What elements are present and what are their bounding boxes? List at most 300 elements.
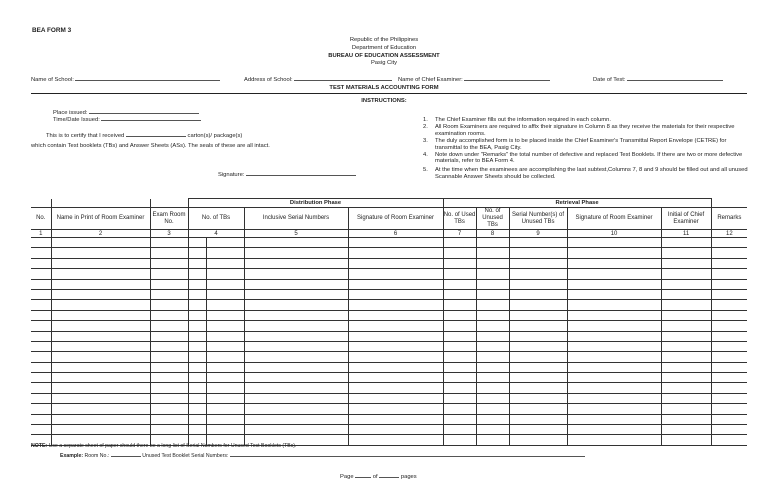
school-address-field[interactable] — [244, 77, 392, 83]
table-cell[interactable] — [31, 341, 51, 351]
column-header: Serial Number(s) of Unused TBs — [509, 208, 567, 230]
table-cell[interactable] — [348, 269, 443, 279]
table-cell[interactable] — [567, 238, 661, 248]
table-cell[interactable] — [188, 321, 206, 331]
table-cell[interactable] — [348, 289, 443, 299]
table-cell[interactable] — [244, 258, 348, 268]
table-cell[interactable] — [188, 414, 206, 424]
table-cell[interactable] — [567, 341, 661, 351]
table-cell[interactable] — [244, 362, 348, 372]
table-cell[interactable] — [476, 362, 509, 372]
table-cell[interactable] — [476, 414, 509, 424]
room-no-label: Room No.: — [84, 453, 110, 459]
column-number: 12 — [711, 230, 747, 238]
table-cell[interactable] — [348, 393, 443, 403]
table-cell[interactable] — [476, 269, 509, 279]
table-cell[interactable] — [348, 321, 443, 331]
table-cell[interactable] — [567, 321, 661, 331]
table-cell[interactable] — [51, 289, 150, 299]
table-cell[interactable] — [150, 331, 188, 341]
test-date-field[interactable] — [593, 77, 723, 83]
table-cell[interactable] — [244, 373, 348, 383]
table-cell[interactable] — [509, 362, 567, 372]
table-cell[interactable] — [661, 425, 711, 435]
table-cell[interactable] — [661, 289, 711, 299]
accounting-table — [31, 198, 747, 446]
table-cell[interactable] — [51, 321, 150, 331]
table-cell[interactable] — [443, 238, 476, 248]
table-cell[interactable] — [150, 248, 188, 258]
table-cell[interactable] — [206, 248, 244, 258]
table-cell[interactable] — [206, 341, 244, 351]
unused-serial-label: Unused Test Booklet Serial Numbers: — [142, 453, 229, 459]
table-cell[interactable] — [244, 238, 348, 248]
table-cell[interactable] — [31, 404, 51, 414]
example-label: Example: — [60, 453, 84, 459]
table-cell[interactable] — [711, 414, 747, 424]
table-row — [31, 331, 747, 341]
table-cell[interactable] — [509, 393, 567, 403]
table-cell[interactable] — [476, 425, 509, 435]
table-cell[interactable] — [443, 331, 476, 341]
table-cell[interactable] — [567, 269, 661, 279]
table-cell[interactable] — [31, 289, 51, 299]
table-cell[interactable] — [51, 393, 150, 403]
table-cell[interactable] — [661, 352, 711, 362]
table-cell[interactable] — [51, 279, 150, 289]
table-cell[interactable] — [51, 300, 150, 310]
certify-statement[interactable] — [46, 133, 242, 139]
table-cell[interactable] — [509, 435, 567, 445]
table-cell[interactable] — [206, 352, 244, 362]
table-cell[interactable] — [31, 269, 51, 279]
table-cell[interactable] — [711, 362, 747, 372]
table-cell[interactable] — [348, 404, 443, 414]
table-cell[interactable] — [711, 289, 747, 299]
table-cell[interactable] — [661, 300, 711, 310]
table-cell[interactable] — [244, 352, 348, 362]
table-cell[interactable] — [711, 248, 747, 258]
table-cell[interactable] — [348, 310, 443, 320]
table-cell[interactable] — [31, 321, 51, 331]
table-cell[interactable] — [244, 404, 348, 414]
table-cell[interactable] — [661, 331, 711, 341]
table-row — [31, 373, 747, 383]
table-cell[interactable] — [244, 414, 348, 424]
distribution-phase-header: Distribution Phase — [188, 199, 443, 208]
table-cell[interactable] — [711, 435, 747, 445]
table-cell[interactable] — [443, 279, 476, 289]
table-cell[interactable] — [31, 248, 51, 258]
table-cell[interactable] — [567, 331, 661, 341]
table-cell[interactable] — [661, 238, 711, 248]
table-cell[interactable] — [661, 414, 711, 424]
table-cell[interactable] — [711, 321, 747, 331]
table-cell[interactable] — [150, 383, 188, 393]
table-cell[interactable] — [206, 331, 244, 341]
table-cell[interactable] — [51, 362, 150, 372]
table-cell[interactable] — [51, 248, 150, 258]
table-cell[interactable] — [711, 258, 747, 268]
table-cell[interactable] — [661, 341, 711, 351]
time-date-issued-field[interactable] — [53, 117, 201, 123]
place-issued-label: Place issued: — [53, 110, 88, 116]
column-number: 4 — [188, 230, 244, 238]
table-cell[interactable] — [31, 331, 51, 341]
table-cell[interactable] — [509, 248, 567, 258]
column-header: No. of TBs — [188, 208, 244, 230]
table-cell[interactable] — [443, 248, 476, 258]
table-cell[interactable] — [31, 383, 51, 393]
table-cell[interactable] — [31, 373, 51, 383]
table-cell[interactable] — [206, 425, 244, 435]
instruction-item: 4. Note down under "Remarks" the total number of defective and replaced Test Booklets. If there are two or more defective materials, refer to BEA Form 4. — [423, 151, 743, 165]
table-cell[interactable] — [188, 373, 206, 383]
table-cell[interactable] — [711, 331, 747, 341]
table-cell[interactable] — [476, 321, 509, 331]
table-cell[interactable] — [476, 393, 509, 403]
table-cell[interactable] — [348, 238, 443, 248]
table-cell[interactable] — [476, 238, 509, 248]
table-cell[interactable] — [150, 393, 188, 403]
table-cell[interactable] — [188, 425, 206, 435]
table-cell[interactable] — [150, 258, 188, 268]
page-total-line — [379, 477, 399, 478]
table-cell[interactable] — [567, 362, 661, 372]
table-cell[interactable] — [244, 269, 348, 279]
table-cell[interactable] — [188, 341, 206, 351]
table-cell[interactable] — [51, 331, 150, 341]
agency-header — [284, 37, 484, 68]
table-cell[interactable] — [188, 331, 206, 341]
table-cell[interactable] — [567, 425, 661, 435]
table-cell[interactable] — [206, 269, 244, 279]
table-cell[interactable] — [188, 269, 206, 279]
table-cell[interactable] — [31, 393, 51, 403]
table-cell[interactable] — [567, 393, 661, 403]
table-cell[interactable] — [31, 425, 51, 435]
table-cell[interactable] — [711, 383, 747, 393]
table-cell[interactable] — [476, 279, 509, 289]
table-cell[interactable] — [443, 289, 476, 299]
table-cell[interactable] — [150, 321, 188, 331]
table-cell[interactable] — [509, 331, 567, 341]
column-header: Name in Print of Room Examiner — [51, 208, 150, 230]
instruction-item: 1. The Chief Examiner fills out the information required in each column. — [423, 117, 611, 123]
table-cell[interactable] — [348, 258, 443, 268]
table-cell[interactable] — [711, 404, 747, 414]
table-cell[interactable] — [509, 258, 567, 268]
table-cell[interactable] — [567, 310, 661, 320]
table-cell[interactable] — [476, 300, 509, 310]
example-line[interactable] — [60, 453, 585, 459]
table-cell[interactable] — [150, 289, 188, 299]
table-cell[interactable] — [206, 238, 244, 248]
table-cell[interactable] — [661, 279, 711, 289]
table-cell[interactable] — [348, 425, 443, 435]
table-cell[interactable] — [206, 373, 244, 383]
table-cell[interactable] — [509, 383, 567, 393]
table-cell[interactable] — [188, 289, 206, 299]
table-cell[interactable] — [348, 383, 443, 393]
table-cell[interactable] — [51, 383, 150, 393]
table-cell[interactable] — [443, 414, 476, 424]
school-name-field[interactable] — [31, 77, 220, 83]
chief-examiner-field[interactable] — [398, 77, 550, 83]
table-cell[interactable] — [206, 258, 244, 268]
table-cell[interactable] — [206, 414, 244, 424]
table-cell[interactable] — [443, 425, 476, 435]
place-issued-field[interactable] — [53, 110, 199, 116]
table-row — [31, 352, 747, 362]
table-cell[interactable] — [661, 393, 711, 403]
table-row — [31, 269, 747, 279]
table-cell[interactable] — [443, 373, 476, 383]
table-cell[interactable] — [150, 414, 188, 424]
school-name-label: Name of School: — [31, 77, 74, 83]
table-cell[interactable] — [188, 248, 206, 258]
table-cell[interactable] — [509, 279, 567, 289]
table-cell[interactable] — [51, 425, 150, 435]
table-cell[interactable] — [348, 279, 443, 289]
table-cell[interactable] — [206, 310, 244, 320]
table-cell[interactable] — [188, 279, 206, 289]
column-number: 6 — [348, 230, 443, 238]
table-cell[interactable] — [150, 404, 188, 414]
table-cell[interactable] — [188, 352, 206, 362]
table-cell[interactable] — [51, 269, 150, 279]
table-row — [31, 414, 747, 424]
table-cell[interactable] — [31, 279, 51, 289]
table-cell[interactable] — [509, 310, 567, 320]
table-cell[interactable] — [476, 248, 509, 258]
table-cell[interactable] — [150, 279, 188, 289]
table-cell[interactable] — [348, 373, 443, 383]
column-header: Exam Room No. — [150, 208, 188, 230]
table-cell[interactable] — [476, 310, 509, 320]
table-cell[interactable] — [150, 341, 188, 351]
table-cell[interactable] — [244, 300, 348, 310]
table-cell[interactable] — [567, 404, 661, 414]
table-cell[interactable] — [476, 404, 509, 414]
table-cell[interactable] — [443, 269, 476, 279]
table-cell[interactable] — [443, 310, 476, 320]
table-cell[interactable] — [51, 238, 150, 248]
table-cell[interactable] — [476, 373, 509, 383]
table-cell[interactable] — [244, 248, 348, 258]
table-cell[interactable] — [443, 404, 476, 414]
table-cell[interactable] — [244, 383, 348, 393]
table-cell[interactable] — [661, 383, 711, 393]
table-cell[interactable] — [348, 352, 443, 362]
table-cell[interactable] — [244, 279, 348, 289]
retrieval-phase-header: Retrieval Phase — [443, 199, 711, 208]
table-cell[interactable] — [31, 362, 51, 372]
table-cell[interactable] — [661, 321, 711, 331]
table-cell[interactable] — [51, 310, 150, 320]
column-header: Signature of Room Examiner — [567, 208, 661, 230]
table-cell[interactable] — [711, 238, 747, 248]
table-cell[interactable] — [567, 414, 661, 424]
table-cell[interactable] — [661, 435, 711, 445]
table-cell[interactable] — [509, 269, 567, 279]
table-cell[interactable] — [188, 238, 206, 248]
table-cell[interactable] — [661, 373, 711, 383]
table-cell[interactable] — [711, 300, 747, 310]
table-cell[interactable] — [476, 331, 509, 341]
table-cell[interactable] — [31, 310, 51, 320]
table-cell[interactable] — [206, 300, 244, 310]
table-cell[interactable] — [509, 373, 567, 383]
table-cell[interactable] — [509, 404, 567, 414]
page-footer[interactable] — [340, 474, 417, 480]
header-line-3: BUREAU OF EDUCATION ASSESSMENT — [328, 52, 440, 59]
table-cell[interactable] — [443, 352, 476, 362]
table-cell[interactable] — [567, 279, 661, 289]
table-cell[interactable] — [31, 238, 51, 248]
table-cell[interactable] — [443, 300, 476, 310]
table-cell[interactable] — [244, 310, 348, 320]
table-cell[interactable] — [188, 404, 206, 414]
table-cell[interactable] — [509, 414, 567, 424]
table-cell[interactable] — [348, 300, 443, 310]
table-cell[interactable] — [206, 393, 244, 403]
table-cell[interactable] — [567, 383, 661, 393]
table-cell[interactable] — [661, 362, 711, 372]
table-cell[interactable] — [244, 331, 348, 341]
table-cell[interactable] — [150, 310, 188, 320]
table-cell[interactable] — [31, 414, 51, 424]
table-cell[interactable] — [188, 383, 206, 393]
table-cell[interactable] — [711, 310, 747, 320]
table-cell[interactable] — [348, 248, 443, 258]
column-number: 7 — [443, 230, 476, 238]
table-cell[interactable] — [509, 341, 567, 351]
table-cell[interactable] — [150, 352, 188, 362]
table-cell[interactable] — [188, 310, 206, 320]
column-number: 1 — [31, 230, 51, 238]
table-cell[interactable] — [348, 331, 443, 341]
table-cell[interactable] — [31, 300, 51, 310]
table-cell[interactable] — [567, 289, 661, 299]
table-cell[interactable] — [476, 383, 509, 393]
school-address-label: Address of School: — [244, 77, 293, 83]
table-cell[interactable] — [188, 258, 206, 268]
note-line — [31, 443, 296, 449]
table-cell[interactable] — [476, 289, 509, 299]
table-cell[interactable] — [711, 279, 747, 289]
table-row — [31, 300, 747, 310]
table-cell[interactable] — [661, 310, 711, 320]
table-cell[interactable] — [567, 352, 661, 362]
time-date-issued-label: Time/Date Issued: — [53, 117, 100, 123]
table-cell[interactable] — [711, 341, 747, 351]
table-cell[interactable] — [509, 321, 567, 331]
table-cell[interactable] — [476, 258, 509, 268]
test-date-label: Date of Test: — [593, 77, 626, 83]
signature-field[interactable] — [218, 172, 356, 178]
table-cell[interactable] — [206, 279, 244, 289]
table-cell[interactable] — [661, 248, 711, 258]
table-cell[interactable] — [567, 248, 661, 258]
table-cell[interactable] — [51, 258, 150, 268]
table-cell[interactable] — [206, 321, 244, 331]
table-cell[interactable] — [711, 393, 747, 403]
table-cell[interactable] — [509, 352, 567, 362]
table-cell[interactable] — [150, 238, 188, 248]
table-cell[interactable] — [206, 289, 244, 299]
table-cell[interactable] — [661, 269, 711, 279]
table-cell[interactable] — [661, 258, 711, 268]
table-row — [31, 362, 747, 372]
table-cell[interactable] — [443, 362, 476, 372]
table-cell[interactable] — [150, 425, 188, 435]
table-cell[interactable] — [31, 352, 51, 362]
table-cell[interactable] — [567, 435, 661, 445]
table-cell[interactable] — [348, 435, 443, 445]
table-cell[interactable] — [51, 404, 150, 414]
table-cell[interactable] — [188, 393, 206, 403]
table-cell[interactable] — [567, 373, 661, 383]
table-cell[interactable] — [509, 289, 567, 299]
table-cell[interactable] — [509, 238, 567, 248]
table-cell[interactable] — [509, 425, 567, 435]
table-cell[interactable] — [443, 341, 476, 351]
table-cell[interactable] — [31, 258, 51, 268]
table-cell[interactable] — [661, 404, 711, 414]
table-cell[interactable] — [51, 352, 150, 362]
table-cell[interactable] — [51, 373, 150, 383]
table-cell[interactable] — [244, 393, 348, 403]
table-cell[interactable] — [476, 352, 509, 362]
table-cell[interactable] — [443, 393, 476, 403]
table-cell[interactable] — [150, 373, 188, 383]
table-cell[interactable] — [476, 341, 509, 351]
table-cell[interactable] — [51, 414, 150, 424]
table-cell[interactable] — [150, 362, 188, 372]
table-cell[interactable] — [244, 341, 348, 351]
table-cell[interactable] — [348, 362, 443, 372]
table-cell[interactable] — [150, 269, 188, 279]
table-row — [31, 258, 747, 268]
table-cell[interactable] — [711, 425, 747, 435]
table-cell[interactable] — [711, 373, 747, 383]
table-cell[interactable] — [711, 352, 747, 362]
table-cell[interactable] — [443, 258, 476, 268]
table-cell[interactable] — [476, 435, 509, 445]
table-cell[interactable] — [711, 269, 747, 279]
column-header: No. of Used TBs — [443, 208, 476, 230]
table-cell[interactable] — [188, 300, 206, 310]
table-cell[interactable] — [348, 414, 443, 424]
table-cell[interactable] — [188, 362, 206, 372]
table-cell[interactable] — [244, 425, 348, 435]
table-cell[interactable] — [244, 289, 348, 299]
table-cell[interactable] — [509, 300, 567, 310]
table-cell[interactable] — [443, 383, 476, 393]
table-cell[interactable] — [567, 258, 661, 268]
table-cell[interactable] — [567, 300, 661, 310]
table-cell[interactable] — [51, 341, 150, 351]
table-cell[interactable] — [206, 404, 244, 414]
table-cell[interactable] — [150, 300, 188, 310]
table-cell[interactable] — [206, 383, 244, 393]
table-cell[interactable] — [348, 341, 443, 351]
table-cell[interactable] — [244, 321, 348, 331]
table-cell[interactable] — [443, 321, 476, 331]
table-cell[interactable] — [206, 362, 244, 372]
table-cell[interactable] — [443, 435, 476, 445]
